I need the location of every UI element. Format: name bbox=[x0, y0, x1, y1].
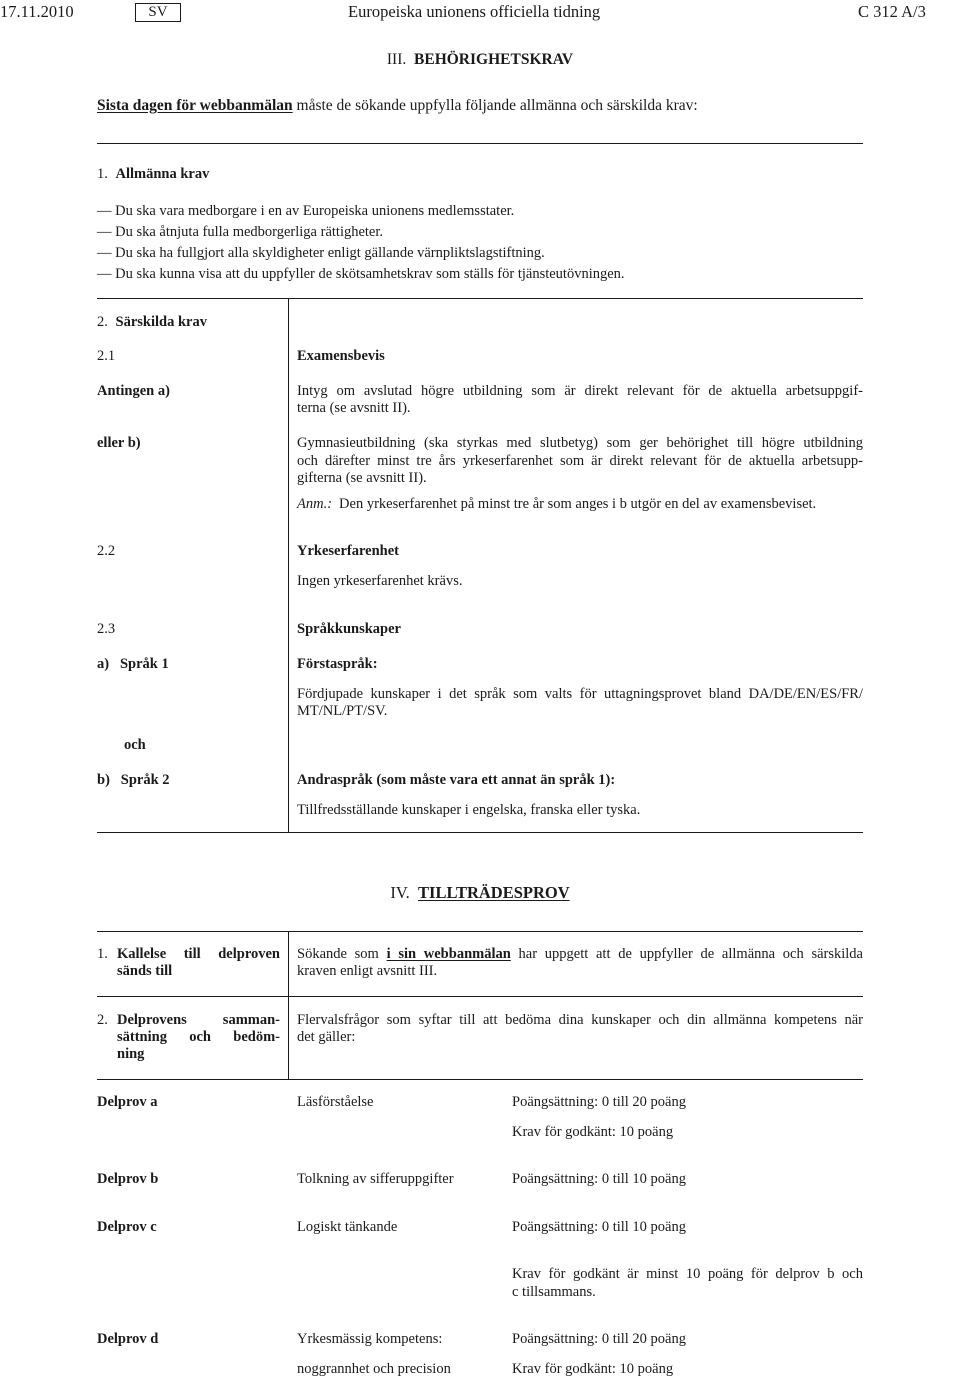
composition-text-line: Flervalsfrågor som syftar till att bedöma dina kunskaper och din allmänna kompetens när bbox=[297, 1012, 863, 1028]
section-iv-num: IV. bbox=[390, 883, 410, 902]
option-b-line: och därefter minst tre års yrkeserfarenhet som är direkt relevant för de aktuella arbetsupp- bbox=[297, 453, 863, 469]
intro-rest: måste de sökande uppfylla följande allmänna och särskilda krav: bbox=[292, 97, 698, 114]
section-iii-intro bbox=[97, 96, 698, 115]
test-b-name: Delprov b bbox=[97, 1171, 159, 1187]
convocation-text-line: kraven enligt avsnitt III. bbox=[297, 963, 438, 979]
and-connector: och bbox=[124, 737, 146, 753]
composition-num: 2. bbox=[97, 1012, 108, 1028]
general-req-title: Allmänna krav bbox=[115, 166, 210, 182]
general-req-bullet: — Du ska vara medborgare i en av Europeiska unionens medlemsstater. bbox=[97, 203, 515, 219]
convocation-label-line: sänds till bbox=[117, 963, 173, 979]
test-a-name: Delprov a bbox=[97, 1094, 158, 1110]
item-2-3-title: Språkkunskaper bbox=[297, 621, 401, 637]
test-c-description: Logiskt tänkande bbox=[297, 1219, 398, 1235]
divider bbox=[97, 298, 863, 299]
item-2-1-title: Examensbevis bbox=[297, 348, 385, 364]
item-2-2-title: Yrkeserfarenhet bbox=[297, 543, 400, 559]
option-b-label: eller b) bbox=[97, 435, 141, 451]
general-req-bullet: — Du ska ha fullgjort alla skyldigheter enligt gällande värnpliktslagstiftning. bbox=[97, 245, 545, 261]
option-a-label: Antingen a) bbox=[97, 383, 170, 399]
convocation-text-post: har uppgett att de uppfyller de allmänna och särskilda bbox=[510, 946, 863, 962]
option-a-line: terna (se avsnitt II). bbox=[297, 400, 411, 416]
language-1-line: MT/NL/PT/SV. bbox=[297, 703, 388, 719]
convocation-text-line bbox=[297, 946, 863, 963]
section-iii-heading bbox=[0, 50, 960, 69]
language-code-box: SV bbox=[135, 3, 181, 22]
language-2-text: Tillfredsställande kunskaper i engelska, franska eller tyska. bbox=[297, 802, 641, 818]
composition-label-line: Delprovens samman- bbox=[117, 1012, 280, 1028]
divider bbox=[97, 832, 863, 833]
test-a-description: Läsförståelse bbox=[297, 1094, 374, 1110]
language-2-label: b) Språk 2 bbox=[97, 772, 170, 788]
general-req-heading bbox=[97, 166, 209, 183]
item-2-3-num: 2.3 bbox=[97, 621, 116, 637]
item-2-1-num: 2.1 bbox=[97, 348, 116, 364]
test-c-name: Delprov c bbox=[97, 1219, 157, 1235]
test-a-pass: Krav för godkänt: 10 poäng bbox=[512, 1124, 674, 1140]
general-req-bullet: — Du ska åtnjuta fulla medborgerliga rättigheter. bbox=[97, 224, 384, 240]
option-b-line: Gymnasieutbildning (ska styrkas med slutbetyg) som ger behörighet till högre utbildning bbox=[297, 435, 863, 451]
note-label: Anm.: bbox=[297, 496, 333, 512]
test-d-pass: Krav för godkänt: 10 poäng bbox=[512, 1361, 674, 1377]
column-divider bbox=[288, 298, 289, 832]
test-d-description: Yrkesmässig kompetens: bbox=[297, 1331, 443, 1347]
divider bbox=[97, 1079, 863, 1080]
section-iii-title: BEHÖRIGHETSKRAV bbox=[414, 51, 574, 68]
divider bbox=[97, 143, 863, 144]
language-1-heading: Förstaspråk: bbox=[297, 656, 378, 672]
language-1-line: Fördjupade kunskaper i det språk som valts för uttagningsprovet bland DA/DE/EN/ES/FR/ bbox=[297, 686, 863, 702]
composition-text-line: det gäller: bbox=[297, 1029, 356, 1045]
special-req-title: Särskilda krav bbox=[115, 314, 207, 330]
language-2-heading: Andraspråk (som måste vara ett annat än språk 1): bbox=[297, 772, 616, 788]
test-bc-pass-line: c tillsammans. bbox=[512, 1284, 596, 1300]
section-iii-num: III. bbox=[386, 51, 407, 68]
header-date: 17.11.2010 bbox=[0, 2, 74, 21]
test-d-name: Delprov d bbox=[97, 1331, 159, 1347]
special-req-heading bbox=[97, 314, 207, 331]
test-b-description: Tolkning av sifferuppgifter bbox=[297, 1171, 454, 1187]
section-iv-title: TILLTRÄDESPROV bbox=[418, 883, 570, 902]
composition-label-line: ning bbox=[117, 1046, 145, 1062]
test-a-score: Poängsättning: 0 till 20 poäng bbox=[512, 1094, 686, 1110]
language-1-label: a) Språk 1 bbox=[97, 656, 169, 672]
column-divider bbox=[288, 931, 289, 1079]
general-req-bullet: — Du ska kunna visa att du uppfyller de skötsamhetskrav som ställs för tjänsteutövningen. bbox=[97, 266, 625, 282]
convocation-num: 1. bbox=[97, 946, 108, 962]
convocation-text-pre: Sökande som bbox=[297, 946, 387, 962]
test-d-description: noggrannhet och precision bbox=[297, 1361, 451, 1377]
option-a-line: Intyg om avslutad högre utbildning som är direkt relevant för de aktuella arbetsuppgif- bbox=[297, 383, 863, 399]
section-iv-heading bbox=[0, 883, 960, 903]
item-2-2-num: 2.2 bbox=[97, 543, 116, 559]
convocation-text-underlined: i sin webbanmälan bbox=[386, 946, 511, 962]
convocation-label-line: Kallelse till delproven bbox=[117, 946, 280, 962]
composition-label-line: sättning och bedöm- bbox=[117, 1029, 280, 1045]
header-page-ref: C 312 A/3 bbox=[858, 2, 926, 21]
test-c-score: Poängsättning: 0 till 10 poäng bbox=[512, 1219, 686, 1235]
journal-title: Europeiska unionens officiella tidning bbox=[348, 2, 601, 21]
divider bbox=[97, 996, 863, 997]
test-bc-pass-line: Krav för godkänt är minst 10 poäng för delprov b och bbox=[512, 1266, 863, 1282]
note-text: Den yrkeserfarenhet på minst tre år som anges i b utgör en del av examensbeviset. bbox=[339, 496, 817, 512]
option-b-line: gifterna (se avsnitt II). bbox=[297, 470, 427, 486]
general-req-num: 1. bbox=[97, 166, 108, 182]
special-req-num: 2. bbox=[97, 314, 108, 330]
divider bbox=[97, 931, 863, 932]
item-2-2-text: Ingen yrkeserfarenhet krävs. bbox=[297, 573, 463, 589]
test-b-score: Poängsättning: 0 till 10 poäng bbox=[512, 1171, 686, 1187]
test-d-score: Poängsättning: 0 till 20 poäng bbox=[512, 1331, 686, 1347]
intro-deadline: Sista dagen för webbanmälan bbox=[97, 97, 293, 114]
note bbox=[297, 496, 816, 513]
